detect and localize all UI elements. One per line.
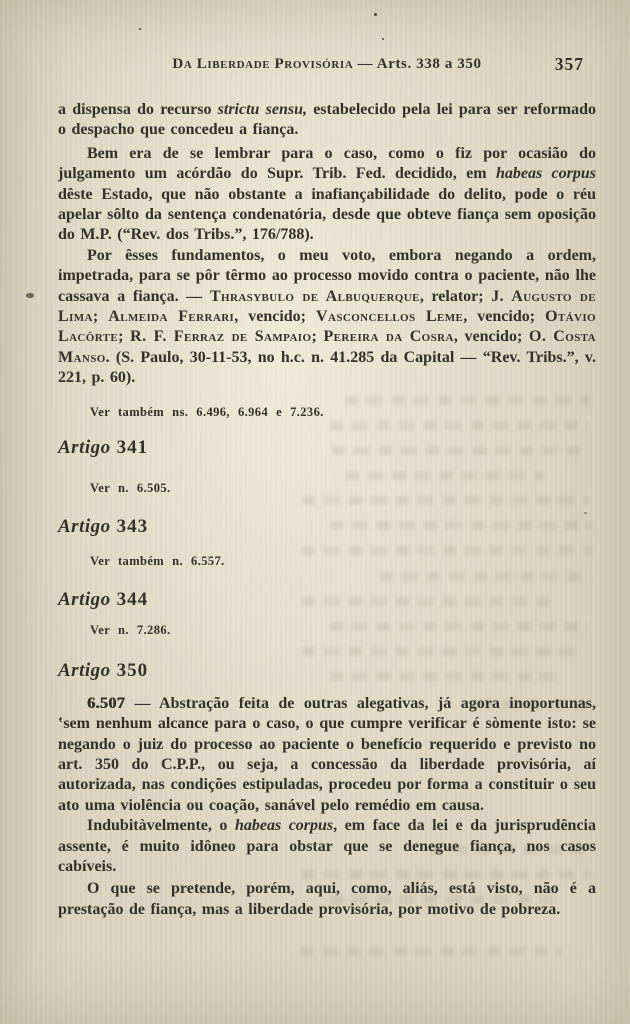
cross-reference-note: Ver n. 7.286.	[90, 622, 171, 637]
running-header	[58, 56, 596, 73]
article-heading-number: 343	[116, 515, 149, 537]
article-heading-350	[58, 659, 596, 683]
article-heading-word: Artigo	[58, 436, 111, 458]
article-heading-343	[58, 515, 596, 539]
article-heading-number: 344	[116, 588, 149, 610]
article-heading-word: Artigo	[58, 588, 111, 610]
page-number: 357	[554, 54, 584, 74]
article-heading-number: 350	[116, 659, 149, 681]
cross-reference-note: Ver n. 6.505.	[90, 480, 171, 495]
running-header-title: Da Liberdade Provisória	[172, 56, 354, 72]
cross-reference-note: Ver também ns. 6.496, 6.964 e 7.236.	[90, 404, 324, 419]
page-content	[0, 56, 630, 920]
ink-speck	[374, 13, 377, 16]
paragraph-indubitavelmente: Indubitàvelmente, o habeas corpus, em face da lei e da jurisprudência assente, é muito idôneo para obstar que se denegue fiança, nos casos cabíveis.	[58, 817, 596, 875]
paragraph-bem-era: Bem era de se lembrar para o caso, como o fiz por ocasião do julgamento um acórdão do Supr. Trib. Fed. decidido, em habeas corpus dêste Estado, que não obstante a inafiançabilidade do delito, pode o réu apelar sôlto da sentença condenatória, desde que obteve fiança sem oposição do M.P. (“Rev. dos Tribs.”, 176/788).	[58, 144, 596, 244]
ink-speck	[382, 38, 384, 40]
paragraph-6507: 6.507 — Abstração feita de outras alegativas, já agora inoportunas, ʽsem nenhum alcance para o caso, o que cumpre verificar é sòmente isto: se negando o juiz do processo ao paciente o benefício requerido e previsto no art. 350 do C.P.P., ou seja, a concessão da liberdade provisória, aí autorizada, nas condições estipuladas, procedeu por forma a constituir o seu ato uma violência ou coação, sanável pelo remédio em causa.	[58, 694, 596, 814]
cross-reference-note: Ver também n. 6.557.	[90, 553, 225, 568]
ink-speck	[139, 28, 141, 30]
article-heading-344	[58, 588, 596, 612]
paragraph-voto: Por êsses fundamentos, o meu voto, embora negando a ordem, impetrada, para se pôr têrmo ao processo movido contra o paciente, não lhe cassava a fiança. — Thrasybulo de Albuquerque, relator; J. Augusto de Lima; Almeida Ferrari, vencido; Vasconcellos Leme, vencido; Otávio Lacôrte; R. F. Ferraz de Sampaio; Pereira da Cosra, vencido; O. Costa Manso. (S. Paulo, 30-11-53, no h.c. n. 41.285 da Capital — “Rev. Tribs.”, v. 221, p. 60).	[58, 246, 596, 387]
article-heading-word: Artigo	[58, 515, 111, 537]
paragraph-carryover: a dispensa do recurso strictu sensu, estabelecido pela lei para ser reformado o despacho que concedeu a fiança.	[58, 101, 597, 139]
article-heading-341	[58, 436, 596, 460]
article-heading-number: 341	[116, 436, 149, 458]
paragraph-final: O que se pretende, porém, aqui, como, aliás, está visto, não é a prestação de fiança, mas a liberdade provisória, por motivo de pobreza.	[58, 880, 596, 918]
article-heading-word: Artigo	[58, 659, 111, 681]
bleed-through-smudge	[300, 947, 562, 956]
running-header-articles-range: — Arts. 338 a 350	[353, 56, 482, 72]
